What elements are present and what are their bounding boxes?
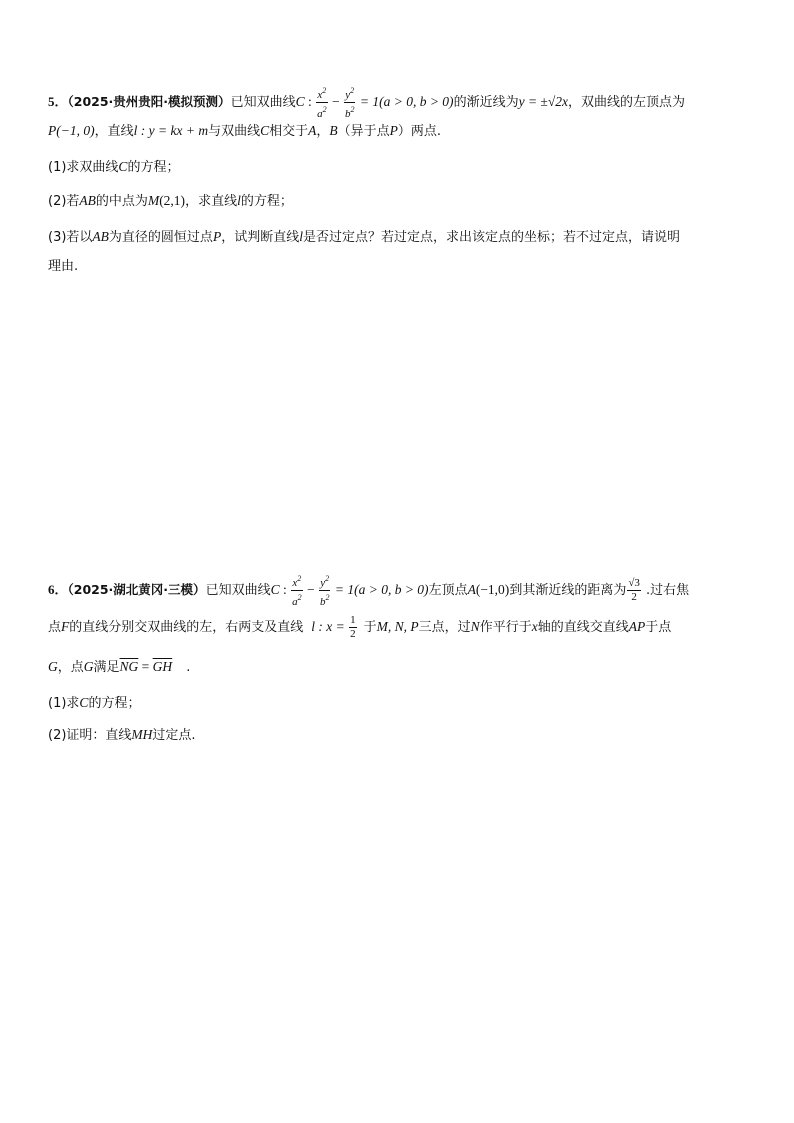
text: 轴的直线交直线	[537, 620, 629, 635]
problem-6-line-1	[48, 572, 689, 609]
math-var: B	[329, 123, 338, 138]
text: 于	[363, 620, 377, 635]
fraction-1-2: $\frac{1}{2}$	[350, 614, 356, 640]
fraction-y2-b2: $\frac{y^2}{b^2}$	[344, 86, 355, 120]
math-var: MH	[131, 727, 153, 742]
math-var: C	[260, 123, 270, 138]
text: (2)证明：直线	[48, 728, 132, 743]
text: 作平行于	[479, 620, 532, 635]
problem-number: 5．	[48, 94, 68, 109]
text: 已知双曲线	[205, 583, 271, 598]
math-op: :	[304, 94, 316, 109]
math-var: AB	[92, 229, 109, 244]
math-condition: = 1(a > 0, b > 0)	[331, 582, 429, 597]
math-var: C	[118, 159, 128, 174]
text: ，点	[57, 660, 84, 675]
text: （异于点	[337, 124, 390, 139]
problem-source: （2025·湖北黄冈·三模）	[67, 582, 206, 597]
math-op: :	[279, 582, 291, 597]
math-var: N	[470, 619, 480, 634]
problem-5-question-1	[48, 160, 179, 174]
text: 左顶点	[428, 583, 468, 598]
text: (2)若	[48, 194, 80, 209]
math-coords: (−1,0)	[475, 582, 510, 597]
text: 到其渐近线的距离为	[509, 583, 627, 598]
text: 与双曲线	[208, 124, 261, 139]
text: 相交于	[269, 124, 309, 139]
math-line: l : x =	[311, 619, 349, 634]
math-var: P	[389, 123, 398, 138]
text: 的方程；	[127, 160, 180, 175]
text: (1)求	[48, 696, 80, 711]
text: 是否过定点？若过定点，求出该定点的坐标；若不过定点，请说明	[302, 230, 680, 245]
math-var: C	[270, 582, 280, 597]
text: ，	[316, 124, 330, 139]
text: 于点	[645, 620, 672, 635]
text: ，求直线	[185, 194, 238, 209]
text: 的渐近线为	[453, 95, 519, 110]
text: .过右焦	[641, 583, 690, 598]
text: 的中点为	[95, 194, 148, 209]
math-var: G	[83, 659, 94, 674]
text: (1)求双曲线	[48, 160, 119, 175]
math-var: l	[237, 193, 241, 208]
problem-6-question-2	[48, 728, 196, 742]
text: .	[182, 660, 191, 675]
text: ，双曲线的左顶点为	[568, 95, 686, 110]
fraction-x2-a2: $\frac{x^2}{a^2}$	[292, 574, 302, 608]
text: 点	[48, 620, 62, 635]
problem-5-line-1	[48, 84, 685, 121]
text: 的直线分别交双曲线的左，右两支及直线	[69, 620, 304, 635]
math-var: x	[531, 619, 538, 634]
problem-5-question-3	[48, 230, 680, 244]
math-condition: = 1(a > 0, b > 0)	[356, 94, 454, 109]
math-line: l : y = kx + m	[133, 123, 209, 138]
problem-5-line-2	[48, 124, 441, 138]
math-vars: M, N, P	[376, 619, 419, 634]
text: ，试判断直线	[221, 230, 300, 245]
text: 已知双曲线	[230, 95, 296, 110]
math-op: −	[328, 94, 343, 109]
vector-gh: $\overline{GH}$	[152, 659, 173, 674]
text: 为直径的圆恒过点	[108, 230, 213, 245]
math-var: l	[299, 229, 303, 244]
fraction-y2-b2: $\frac{y^2}{b^2}$	[319, 574, 330, 608]
text: ，直线	[94, 124, 134, 139]
text: (3)若以	[48, 230, 93, 245]
fraction-x2-a2: $\frac{x^2}{a^2}$	[317, 86, 327, 120]
math-var: AP	[628, 619, 646, 634]
fraction-sqrt3-2: $\frac{√3}{2}$	[628, 577, 640, 603]
vector-ng: $\overline{NG}$	[119, 659, 139, 674]
math-op: =	[138, 659, 153, 674]
math-var: F	[61, 619, 70, 634]
math-var: A	[308, 123, 317, 138]
math-op: −	[303, 582, 318, 597]
math-var: C	[295, 94, 305, 109]
math-var: P	[212, 229, 222, 244]
text: 理由.	[48, 259, 79, 274]
problem-source: （2025·贵州贵阳·模拟预测）	[67, 94, 231, 109]
problem-6-line-2	[48, 614, 671, 641]
problem-number: 6．	[48, 582, 68, 597]
text: 三点，过	[418, 620, 471, 635]
math-var: C	[79, 695, 89, 710]
math-var: M	[147, 193, 160, 208]
problem-6-line-3	[48, 660, 190, 674]
math-var: G	[48, 659, 58, 674]
math-coords: (2,1)	[159, 193, 186, 208]
math-var: AB	[79, 193, 96, 208]
text: 的方程；	[88, 696, 141, 711]
text: ）两点.	[397, 124, 442, 139]
problem-6-question-1	[48, 696, 140, 710]
math-asymptote: y = ±√2x	[518, 94, 568, 109]
math-point: P(−1, 0)	[48, 123, 95, 138]
text: 的方程；	[240, 194, 293, 209]
text: 满足	[93, 660, 120, 675]
problem-5-question-3-cont	[48, 260, 78, 273]
math-var: A	[467, 582, 476, 597]
text: 过定点.	[152, 728, 196, 743]
problem-5-question-2	[48, 194, 293, 208]
